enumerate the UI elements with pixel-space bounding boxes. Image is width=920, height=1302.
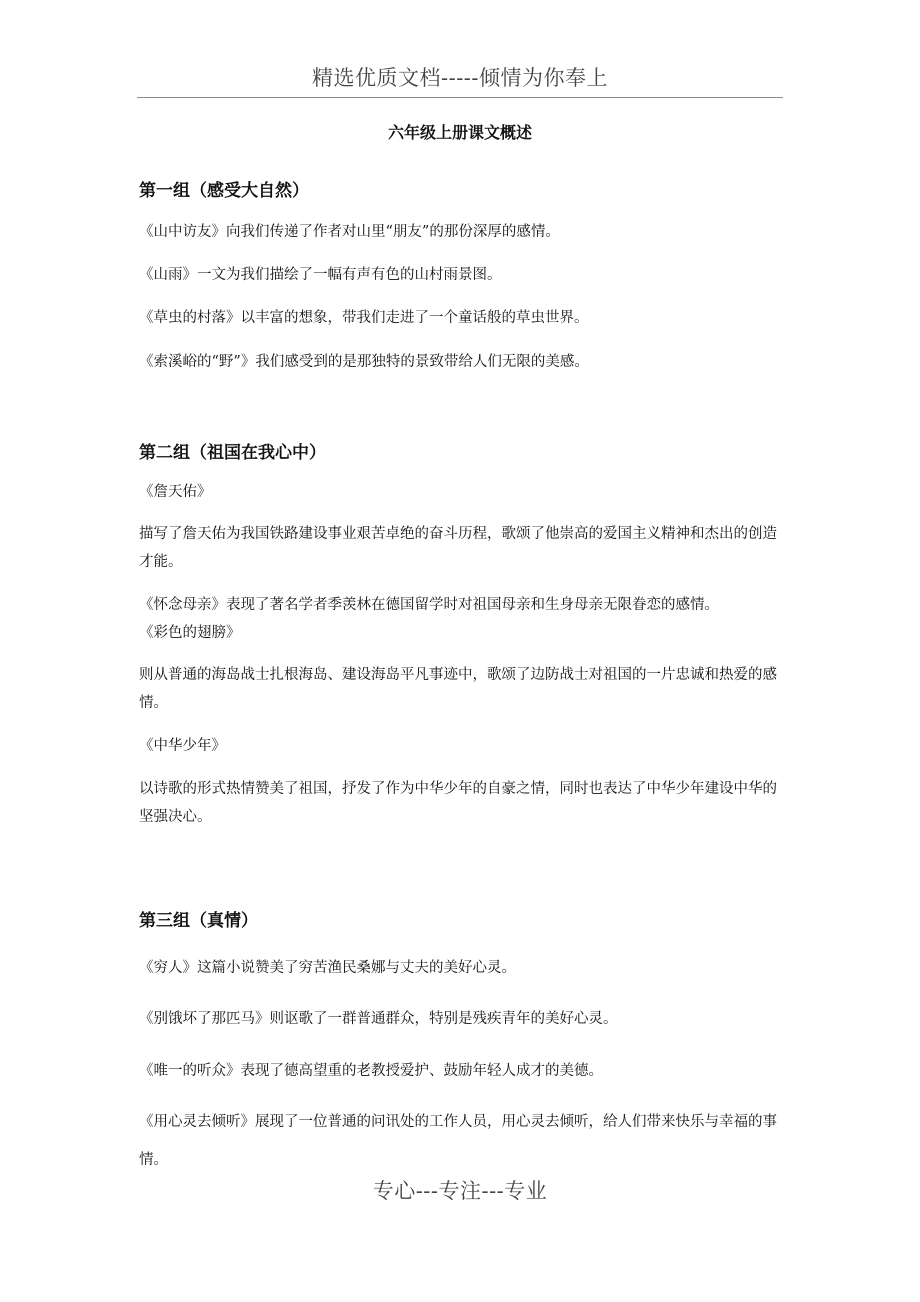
group-1-paragraph-4: 《索溪峪的“野”》我们感受到的是那独特的景致带给人们无限的美感。 xyxy=(139,354,589,370)
group-1-paragraph-2: 《山雨》一文为我们描绘了一幅有声有色的山村雨景图。 xyxy=(139,267,502,283)
group-2-paragraph-2: 描写了詹天佑为我国铁路建设事业艰苦卓绝的奋斗历程，歌颂了他崇高的爱国主义精神和杰出的创造才能。 xyxy=(139,526,777,570)
document-title: 六年级上册课文概述 xyxy=(387,123,532,142)
group-2-paragraph-7: 以诗歌的形式热情赞美了祖国，抒发了作为中华少年的自豪之情，同时也表达了中华少年建设中华的坚强决心。 xyxy=(139,781,777,825)
group-3-paragraph-1: 《穷人》这篇小说赞美了穷苦渔民桑娜与丈夫的美好心灵。 xyxy=(139,960,516,976)
group-3-paragraph-2: 《别饿坏了那匹马》则讴歌了一群普通群众，特别是残疾青年的美好心灵。 xyxy=(139,1011,618,1027)
group-3-heading: 第三组（真情） xyxy=(139,911,258,931)
group-2-paragraph-5: 则从普通的海岛战士扎根海岛、建设海岛平凡事迹中，歌颂了边防战士对祖国的一片忠诚和热爱的感情。 xyxy=(139,667,777,711)
page-header: 精选优质文档-----倾情为你奉上 xyxy=(312,66,608,90)
group-3-paragraph-4: 《用心灵去倾听》展现了一位普通的问讯处的工作人员，用心灵去倾听，给人们带来快乐与幸福的事情。 xyxy=(139,1114,777,1168)
group-2-paragraph-1: 《詹天佑》 xyxy=(139,484,212,500)
group-1-paragraph-3: 《草虫的村落》以丰富的想象，带我们走进了一个童话般的草虫世界。 xyxy=(139,310,589,326)
group-2-paragraph-6: 《中华少年》 xyxy=(139,738,226,754)
group-2-paragraph-4: 《彩色的翅膀》 xyxy=(139,625,241,641)
header-divider xyxy=(137,97,783,98)
group-1-heading: 第一组（感受大自然） xyxy=(139,181,309,201)
group-1-paragraph-1: 《山中访友》向我们传递了作者对山里“朋友”的那份深厚的感情。 xyxy=(139,224,560,240)
group-2-heading: 第二组（祖国在我心中） xyxy=(139,443,326,463)
group-3-paragraph-3: 《唯一的听众》表现了德高望重的老教授爱护、鼓励年轻人成才的美德。 xyxy=(139,1063,603,1079)
group-2-paragraph-3: 《怀念母亲》表现了著名学者季羡林在德国留学时对祖国母亲和生身母亲无限眷恋的感情。 xyxy=(139,597,719,613)
page-footer: 专心---专注---专业 xyxy=(372,1179,548,1203)
